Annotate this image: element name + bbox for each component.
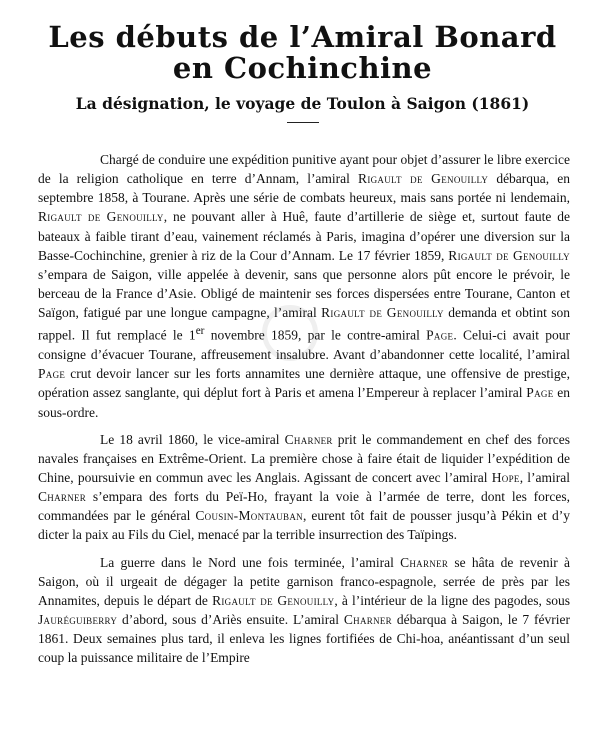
text-run: crut devoir lancer sur les forts annamites une dernière attaque, une offensive de prestige, opération assez sanglante, qui déplut fort à Paris et amena l’Empereur à replacer l’amiral bbox=[38, 366, 570, 401]
title-divider bbox=[287, 122, 319, 123]
text-run: s’empara de Saigon, ville appelée à devenir, sans que personne alors pût encore le prévoir, le berceau de la France d’Asie. Obligé de maintenir ses forces dispersées entre Tourane, Canton et Saïgon, fatigué par une longue campagne, l’amiral bbox=[38, 266, 570, 321]
title-line-2: en Cochinchine bbox=[172, 51, 433, 85]
text-run: s’empara des forts du Peï-Ho, frayant la voie à l’armée de terre, dont les forces, commandées par le général bbox=[38, 489, 570, 524]
person-name: Rigault de Genouilly bbox=[321, 305, 444, 321]
text-run: , l’amiral bbox=[519, 470, 571, 485]
person-name: Charner bbox=[284, 431, 333, 447]
text-run: demanda et obtint son rappel. Il fut remplacé le 1 bbox=[38, 305, 570, 343]
person-name: Hope bbox=[491, 470, 520, 485]
text-run: d’abord, sous d’Ariès ensuite. L’amiral bbox=[117, 612, 344, 628]
text-run: Chargé de conduire une expédition punitive ayant pour objet d’assurer le libre exercice de la religion catholique en terre d’Annam, l’amiral bbox=[38, 152, 570, 187]
text-run: La guerre dans le Nord une fois terminée, l’amiral bbox=[100, 554, 401, 570]
text-run: , ne pouvant aller à Huê, faute d’artillerie de siège et, surtout faute de bateaux à faible tirant d’eau, vainement réclamés à Paris, imagina d’opérer une diversion sur la Basse-Cochinchine, grenier à riz de la Cour d’Annam. Le 17 février 1859, bbox=[38, 209, 570, 263]
text-run: se hâta de revenir à Saigon, où il urgeait de dégager la petite garnison franco-espagnole, serrée de près par les Annamites, depuis le départ de bbox=[38, 554, 570, 608]
text-run: en sous-ordre. bbox=[38, 385, 570, 420]
person-name: Page bbox=[426, 327, 454, 343]
person-name: Rigault de Genouilly bbox=[38, 209, 164, 225]
person-name: Charner bbox=[38, 489, 87, 505]
person-name: Jauréguiberry bbox=[38, 612, 118, 628]
text-run: débarqua, en septembre 1858, à Tourane. Après une série de combats heureux, mais sans portée ni lendemain, bbox=[38, 171, 570, 206]
person-name: Rigault de Genouilly bbox=[448, 247, 570, 263]
article-subtitle: La désignation, le voyage de Toulon à Saigon (1861) bbox=[75, 94, 530, 113]
text-run: débarqua à Saigon, le 7 février 1861. Deux semaines plus tard, il enleva les lignes fortifiées de Chi-hoa, anéantissant d’un seul coup la puissance militaire de l’Empire bbox=[38, 612, 570, 666]
person-name: Rigault de Genouilly bbox=[212, 592, 335, 608]
paragraph-2 bbox=[38, 430, 570, 545]
text-run: . Celui-ci avait pour consigne d’évacuer Tourane, affreusement insalubre. Avant d’abandonner cette localité, l’amiral bbox=[38, 327, 571, 363]
person-name: Charner bbox=[343, 612, 392, 628]
text-run: , eurent tôt fait de pousser jusqu’à Pékin et d’y dicter la paix au Fils du Ciel, menacé par la terrible insurrection des Taïpings. bbox=[38, 508, 570, 543]
person-name: Page bbox=[38, 366, 66, 382]
ordinal-superscript: er bbox=[195, 325, 205, 338]
text-run: prit le commandement en chef des forces navales françaises en Extrême-Orient. La première chose à faire était de liquider l’expédition de Chine, poursuivie en commun avec les Anglais. Agissant de concert avec l’amiral bbox=[38, 431, 571, 485]
text-run: novembre 1859, par le contre-amiral bbox=[204, 327, 427, 343]
person-name: Rigault de Genouilly bbox=[358, 171, 489, 187]
article-body bbox=[38, 150, 570, 676]
person-name: Charner bbox=[400, 554, 449, 570]
person-name: Page bbox=[526, 385, 554, 401]
article-title bbox=[30, 22, 575, 84]
text-run: , à l’intérieur de la ligne des pagodes, sous bbox=[334, 592, 571, 608]
paragraph-3 bbox=[38, 553, 570, 668]
title-line-1: Les débuts de l’Amiral Bonard bbox=[48, 20, 557, 54]
text-run: Le 18 avril 1860, le vice-amiral bbox=[100, 431, 285, 447]
paragraph-1 bbox=[38, 150, 570, 422]
person-name: Cousin-Montauban bbox=[195, 508, 303, 524]
